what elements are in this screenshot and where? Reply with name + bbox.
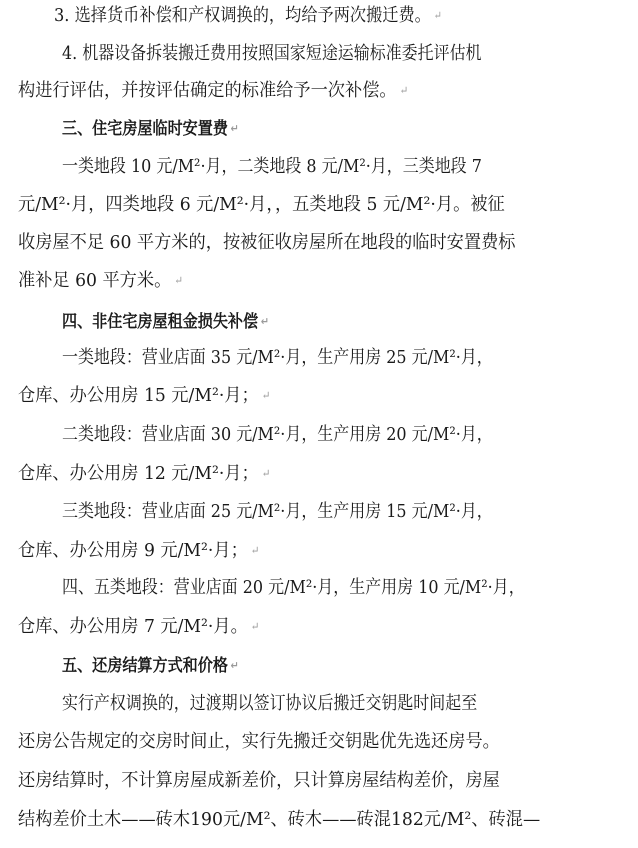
text-line xyxy=(62,423,628,447)
text-line xyxy=(54,4,628,28)
line-text: 结构差价土木——砖木190元/M²、砖木——砖混182元/M²、砖混— xyxy=(18,809,541,830)
text-line xyxy=(18,269,628,293)
text-line xyxy=(18,462,628,486)
text-line xyxy=(18,769,628,793)
line-text: 准补足 60 平方米。 xyxy=(18,270,172,291)
section-heading xyxy=(62,310,628,334)
text-line xyxy=(18,808,628,832)
heading-text: 三、住宅房屋临时安置费 xyxy=(62,119,228,139)
line-text: 三类地段：营业店面 25 元/M²·月，生产用房 15 元/M²·月， xyxy=(62,501,493,522)
section-heading xyxy=(62,117,628,141)
line-text: 仓库、办公用房 12 元/M²·月； xyxy=(18,463,259,484)
line-text: 4. 机器设备拆装搬迁费用按照国家短途运输标准委托评估机 xyxy=(62,43,482,64)
paragraph-mark-icon: ↵ xyxy=(260,315,269,328)
text-line xyxy=(18,79,628,103)
text-line xyxy=(62,42,628,66)
line-text: 还房结算时，不计算房屋成新差价，只计算房屋结构差价，房屋 xyxy=(18,770,500,791)
line-text: 还房公告规定的交房时间止，实行先搬迁交钥匙优先选还房号。 xyxy=(18,731,500,752)
line-text: 实行产权调换的，过渡期以签订协议后搬迁交钥匙时间起至 xyxy=(62,693,478,714)
line-text: 一类地段 10 元/M²·月，二类地段 8 元/M²·月，三类地段 7 xyxy=(62,156,482,177)
line-text: 收房屋不足 60 平方米的，按被征收房屋所在地段的临时安置费标 xyxy=(18,232,516,253)
text-line xyxy=(18,384,628,408)
line-text: 四、五类地段：营业店面 20 元/M²·月，生产用房 10 元/M²·月， xyxy=(62,577,525,598)
text-line xyxy=(18,193,628,217)
paragraph-mark-icon: ↵ xyxy=(433,9,442,22)
line-text: 构进行评估，并按评估确定的标准给予一次补偿。 xyxy=(18,80,397,101)
line-text: 3. 选择货币补偿和产权调换的，均给予两次搬迁费。 xyxy=(54,5,431,26)
paragraph-mark-icon: ↵ xyxy=(261,467,271,480)
text-line xyxy=(62,576,628,600)
text-line xyxy=(62,346,628,370)
text-line xyxy=(18,615,628,639)
paragraph-mark-icon: ↵ xyxy=(250,620,260,633)
line-text: 仓库、办公用房 9 元/M²·月； xyxy=(18,540,248,561)
text-line xyxy=(18,539,628,563)
paragraph-mark-icon: ↵ xyxy=(230,122,239,135)
heading-text: 四、非住宅房屋租金损失补偿 xyxy=(62,312,259,332)
paragraph-mark-icon: ↵ xyxy=(261,389,271,402)
line-text: 一类地段：营业店面 35 元/M²·月，生产用房 25 元/M²·月， xyxy=(62,347,493,368)
paragraph-mark-icon: ↵ xyxy=(174,274,184,287)
line-text: 元/M²·月，四类地段 6 元/M²·月，，五类地段 5 元/M²·月。被征 xyxy=(18,194,505,215)
line-text: 二类地段：营业店面 30 元/M²·月，生产用房 20 元/M²·月， xyxy=(62,424,493,445)
text-line xyxy=(18,730,628,754)
heading-text: 五、还房结算方式和价格 xyxy=(62,656,228,676)
paragraph-mark-icon: ↵ xyxy=(399,84,409,97)
text-line xyxy=(62,155,628,179)
text-line xyxy=(62,692,628,716)
paragraph-mark-icon: ↵ xyxy=(230,659,239,672)
paragraph-mark-icon: ↵ xyxy=(250,544,260,557)
text-line xyxy=(62,500,628,524)
line-text: 仓库、办公用房 15 元/M²·月； xyxy=(18,385,259,406)
line-text: 仓库、办公用房 7 元/M²·月。 xyxy=(18,616,248,637)
section-heading xyxy=(62,654,628,678)
text-line xyxy=(18,231,628,255)
